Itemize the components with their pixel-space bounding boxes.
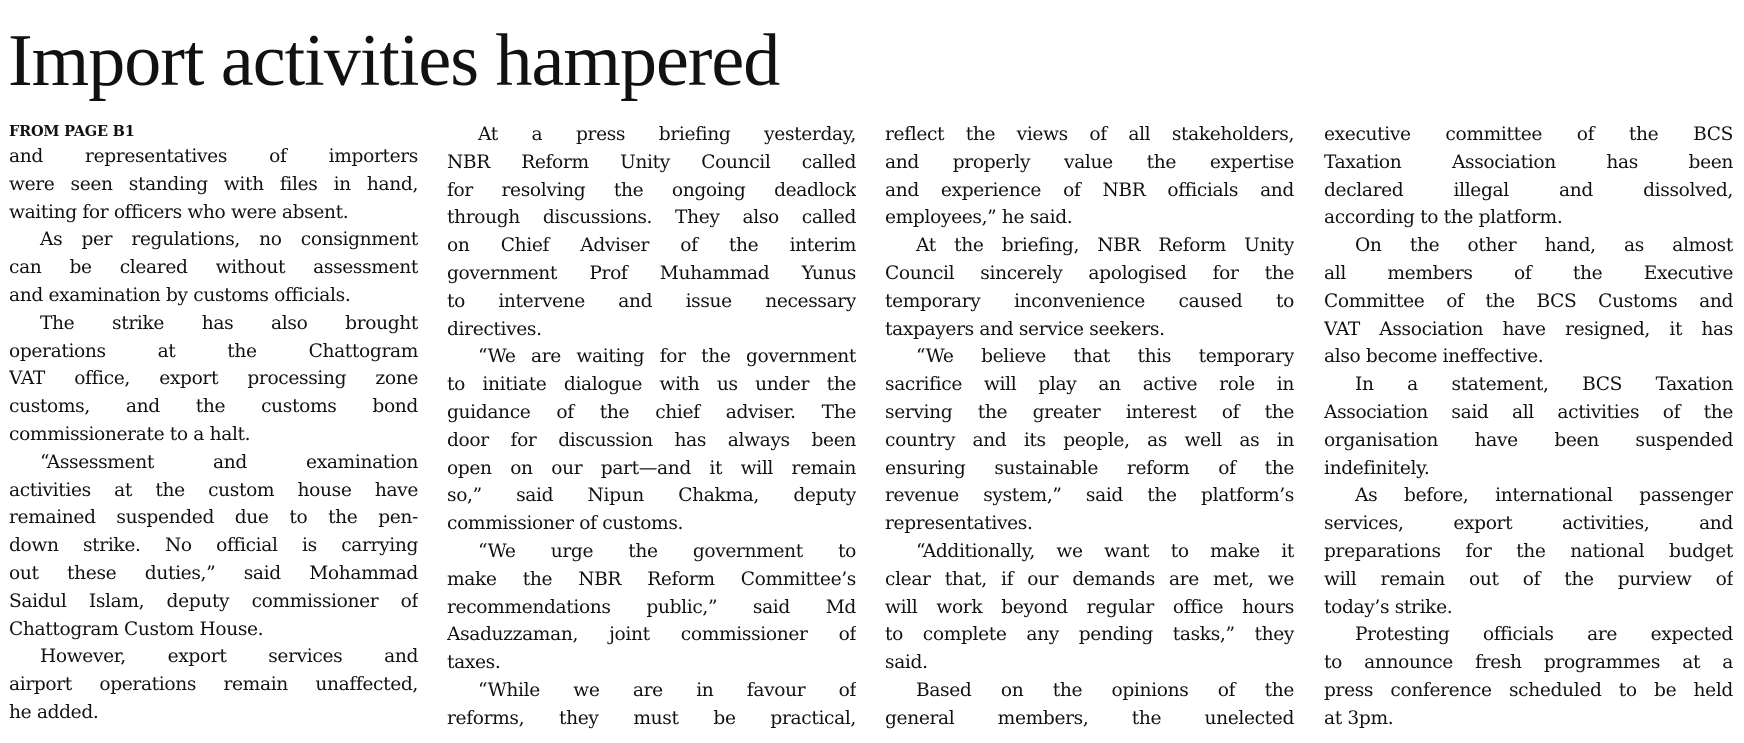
text-line: remained suspended due to the pen- [9,507,418,529]
text-line: As per regulations, no consignment [40,229,418,251]
text-line: reforms, they must be practical, [447,707,856,729]
text-line: can be cleared without assessment [9,257,418,279]
text-line: and properly value the expertise [885,151,1294,173]
text-line: Based on the opinions of the [916,679,1294,701]
text-line: government Prof Muhammad Yunus [447,262,856,284]
text-line: temporary inconvenience caused to [885,290,1294,312]
text-line: executive committee of the BCS [1324,124,1733,145]
text-line: VAT Association have resigned, it has [1324,318,1733,340]
text-line: ensuring sustainable reform of the [885,457,1294,479]
text-line: country and its people, as well as in [885,429,1294,451]
text-line: guidance of the chief adviser. The [447,401,856,423]
text-line: declared illegal and dissolved, [1324,179,1733,201]
text-line: Asaduzzaman, joint commissioner of [447,624,856,646]
text-line: Committee of the BCS Customs and [1324,290,1733,312]
text-line: Taxation Association has been [1324,151,1733,173]
text-line: “Assessment and examination [40,451,418,473]
column-4 [1324,121,1733,739]
text-line: operations at the Chattogram [9,340,418,362]
text-line: commissionerate to a halt. [9,423,251,445]
text-line: organisation have been suspended [1324,429,1733,451]
text-line: were seen standing with files in hand, [9,173,418,195]
text-line: airport operations remain unaffected, [9,674,418,696]
text-line: commissioner of customs. [447,513,684,535]
text-line: activities at the custom house have [9,479,418,501]
text-line: “While we are in favour of [478,679,856,701]
text-line: “We believe that this temporary [916,346,1294,368]
text-line: “Additionally, we want to make it [916,540,1294,562]
text-line: VAT office, export processing zone [9,368,418,390]
text-line: Protesting officials are expected [1355,624,1733,646]
text-line: to intervene and issue necessary [447,290,856,312]
article-body [9,121,1734,739]
text-line: revenue system,” said the platform’s [885,485,1294,507]
text-line: At a press briefing yesterday, [478,124,856,145]
column-3 [885,121,1294,739]
text-line: and examination by customs officials. [9,284,351,306]
text-line: and representatives of importers [9,146,418,167]
text-line: reflect the views of all stakeholders, [885,124,1294,145]
text-line: according to the platform. [1324,207,1563,229]
text-line: and experience of NBR officials and [885,179,1294,201]
text-line: At the briefing, NBR Reform Unity [916,235,1294,257]
text-line: “We urge the government to [478,540,856,562]
text-line: taxes. [447,652,501,674]
text-line: for resolving the ongoing deadlock [447,179,856,201]
text-line: On the other hand, as almost [1355,235,1733,257]
text-line: will work beyond regular office hours [885,596,1294,618]
text-line: waiting for officers who were absent. [9,201,349,223]
text-line: sacrifice will play an active role in [885,374,1294,396]
text-line: Association said all activities of the [1324,401,1733,423]
text-line: The strike has also brought [40,312,418,334]
text-line: he added. [9,701,99,723]
text-line: down strike. No official is carrying [9,535,418,557]
text-line: to initiate dialogue with us under the [447,374,856,396]
text-line: preparations for the national budget [1324,540,1733,562]
text-line: door for discussion has always been [447,429,856,451]
text-line: representatives. [885,513,1033,535]
text-line: clear that, if our demands are met, we [885,568,1294,590]
column-2 [447,121,856,739]
text-line: recommendations public,” said Md [447,596,856,618]
text-line: at 3pm. [1324,707,1394,729]
text-line: services, export activities, and [1324,513,1733,535]
text-line: indefinitely. [1324,457,1430,479]
text-line: said. [885,652,928,674]
text-line: taxpayers and service seekers. [885,318,1165,340]
text-line: In a statement, BCS Taxation [1355,374,1733,396]
text-line: directives. [447,318,542,340]
text-line: will remain out of the purview of [1324,568,1733,590]
text-line: Council sincerely apologised for the [885,262,1294,284]
headline: Import activities hampered [8,20,780,102]
text-line: also become ineffective. [1324,346,1544,368]
text-line: As before, international passenger [1355,485,1733,507]
text-line: general members, the unelected [885,707,1294,729]
text-line: serving the greater interest of the [885,401,1294,423]
text-line: press conference scheduled to be held [1324,679,1733,701]
text-line: “We are waiting for the government [478,346,856,368]
text-line: Saidul Islam, deputy commissioner of [9,590,418,612]
column-1 [9,121,418,739]
text-line: out these duties,” said Mohammad [9,562,418,584]
text-line: to complete any pending tasks,” they [885,624,1294,646]
text-line: However, export services and [40,646,418,668]
text-line: open on our part—and it will remain [447,457,856,479]
text-line: on Chief Adviser of the interim [447,235,856,257]
text-line: all members of the Executive [1324,262,1733,284]
text-line: today’s strike. [1324,596,1453,618]
text-line: through discussions. They also called [447,207,856,229]
text-line: so,” said Nipun Chakma, deputy [447,485,856,507]
text-line: Chattogram Custom House. [9,618,264,640]
text-line: NBR Reform Unity Council called [447,151,856,173]
text-line: make the NBR Reform Committee’s [447,568,856,590]
text-line: to announce fresh programmes at a [1324,652,1733,674]
jump-label: FROM PAGE B1 [9,123,135,140]
text-line: employees,” he said. [885,207,1073,229]
text-line: customs, and the customs bond [9,396,418,418]
